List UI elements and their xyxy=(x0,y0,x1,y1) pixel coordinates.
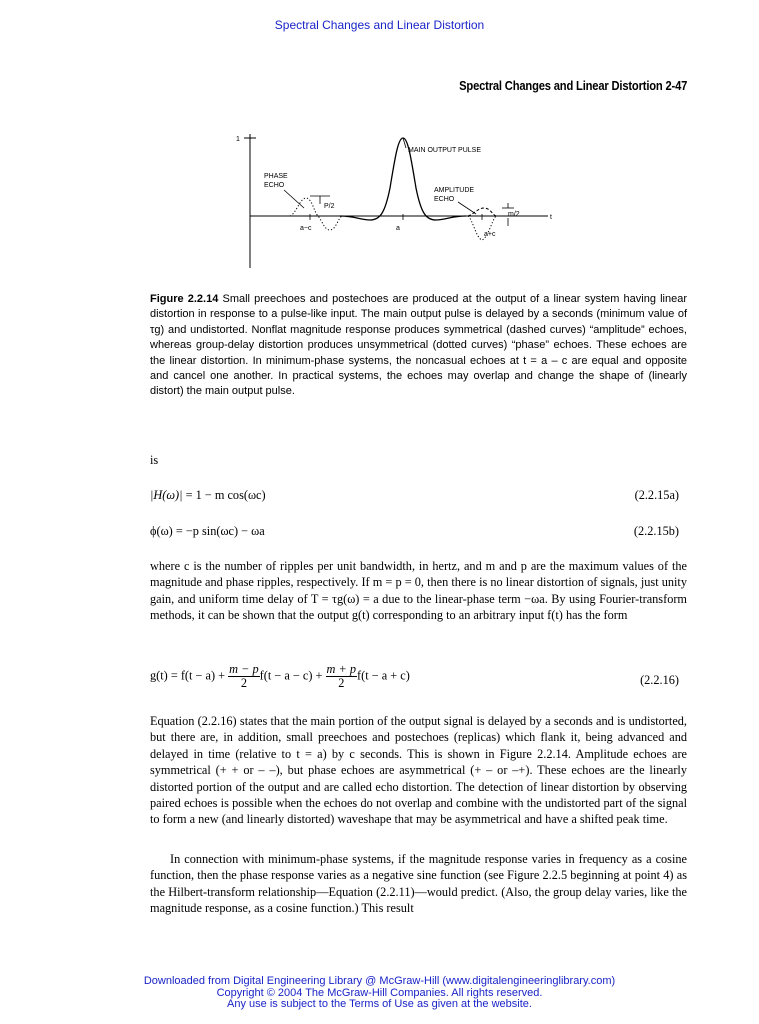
eq16-part1: g(t) = f(t − a) + xyxy=(150,668,229,683)
label-a: a xyxy=(396,225,400,232)
paragraph-minimum-phase: In connection with minimum-phase systems, if the magnitude response varies in frequency as a cosine function, then the phase response varies as a negative sine function (see Figure 2.2.5 beginning at point 4) as the Hilbert-transform relationship—Equation (2.2.11)—would predict. (Also, the group delay varies, like the magnitude response, as a cosine function.) This result xyxy=(150,852,687,916)
label-phase-echo-2: ECHO xyxy=(264,182,285,189)
eq16-frac1: $\frac{m - p}{2}$ xyxy=(229,662,259,690)
equation-2-2-16 xyxy=(150,663,687,690)
figure-echo-diagram xyxy=(230,128,560,270)
equation-2-2-15b xyxy=(150,524,687,539)
label-phase-echo-1: PHASE xyxy=(264,173,288,180)
label-t-axis: t xyxy=(550,214,552,221)
eq16-number: (2.2.16) xyxy=(640,673,679,687)
eq16-frac2: $\frac{m + p}{2}$ xyxy=(326,662,357,690)
eq16-part3: f(t − a + c) xyxy=(357,668,410,683)
eq-b-rhs: = −p sin(ωc) − ωa xyxy=(172,524,265,538)
eq-b-lhs: ϕ(ω) xyxy=(150,524,173,538)
equation-2-2-15a xyxy=(150,488,687,503)
footer-line-1[interactable]: Downloaded from Digital Engineering Library @ McGraw-Hill (www.digitalengineeringlibrary.com) xyxy=(143,975,616,987)
label-m-half: m/2 xyxy=(508,211,520,218)
label-amp-echo-1: AMPLITUDE xyxy=(434,187,475,194)
header-link[interactable]: Spectral Changes and Linear Distortion xyxy=(274,18,485,32)
label-p-half: P/2 xyxy=(324,203,335,210)
footer-line-3[interactable]: Any use is subject to the Terms of Use as given at the website. xyxy=(227,998,532,1010)
footer-line-2[interactable]: Copyright © 2004 The McGraw-Hill Companies. All rights reserved. xyxy=(216,986,543,999)
paragraph-ripples: where c is the number of ripples per unit bandwidth, in hertz, and m and p are the maximum values of the magnitude and phase ripples, respectively. If m = p = 0, then there is no linear distortion of signals, just unity gain, and uniform time delay of T = τg(ω) = a due to the linear-phase term −ωa. By using Fourier-transform methods, it can be shown that the output g(t) corresponding to an arbitrary input f(t) has the form xyxy=(150,559,687,623)
eq-a-lhs: |H(ω)| xyxy=(150,488,183,502)
phase-echo-pointer xyxy=(284,190,304,208)
eq-b-number: (2.2.15b) xyxy=(633,524,679,538)
running-head: Spectral Changes and Linear Distortion 2-47 xyxy=(458,78,687,93)
intro-is: is xyxy=(150,453,159,467)
paragraph-echoes: Equation (2.2.16) states that the main portion of the output signal is delayed by a seconds and is undistorted, but there are, in addition, small preechoes and postechoes (replicas) which flank it, being advanced and delayed in time (relative to t = a) by c seconds. This is shown in Figure 2.2.14. Amplitude echoes are symmetrical (+ + or – –), but phase echoes are asymmetrical (+ – or –+). These echoes are the linearly distorted portion of the output and are called echo distortion. The detection of linear distortion by observing paired echoes is possible when the echoes do not overlap and combine with the undistorted part of the signal to form a new (and linearly distorted) waveshape that may be asymmetrical and have a shifted peak time. xyxy=(150,714,687,827)
label-a-minus-c: a−c xyxy=(300,225,312,232)
eq16-part2: f(t − a − c) + xyxy=(259,668,326,683)
label-amp-echo-2: ECHO xyxy=(434,196,455,203)
label-a-plus-c: a+c xyxy=(484,231,496,238)
y-tick-label: 1 xyxy=(236,136,240,143)
eq-a-number: (2.2.15a) xyxy=(634,488,679,502)
figure-caption xyxy=(150,292,687,400)
label-main-pulse: MAIN OUTPUT PULSE xyxy=(408,147,481,154)
caption-text: Small preechoes and postechoes are produced at the output of a linear system having linear distortion in response to a pulse-like input. The main output pulse is delayed by a seconds (minimum value of τg) and undistorted. Nonflat magnitude response produces symmetrical (dashed curves) “amplitude” echoes, whereas group-delay distortion produces unsymmetrical (dotted curves) “phase” echoes. These echoes are the linear distortion. In minimum-phase systems, the noncasual echoes at t = a – c are equal and opposite and cancel one another. In practical systems, the echoes may overlap and change the shape of (linearly distort) the main output pulse. xyxy=(150,293,687,398)
eq-a-rhs: = 1 − m cos(ωc) xyxy=(182,488,266,502)
amp-echo-pointer xyxy=(458,202,476,214)
caption-label: Figure 2.2.14 xyxy=(150,293,219,305)
footer xyxy=(0,976,759,1011)
